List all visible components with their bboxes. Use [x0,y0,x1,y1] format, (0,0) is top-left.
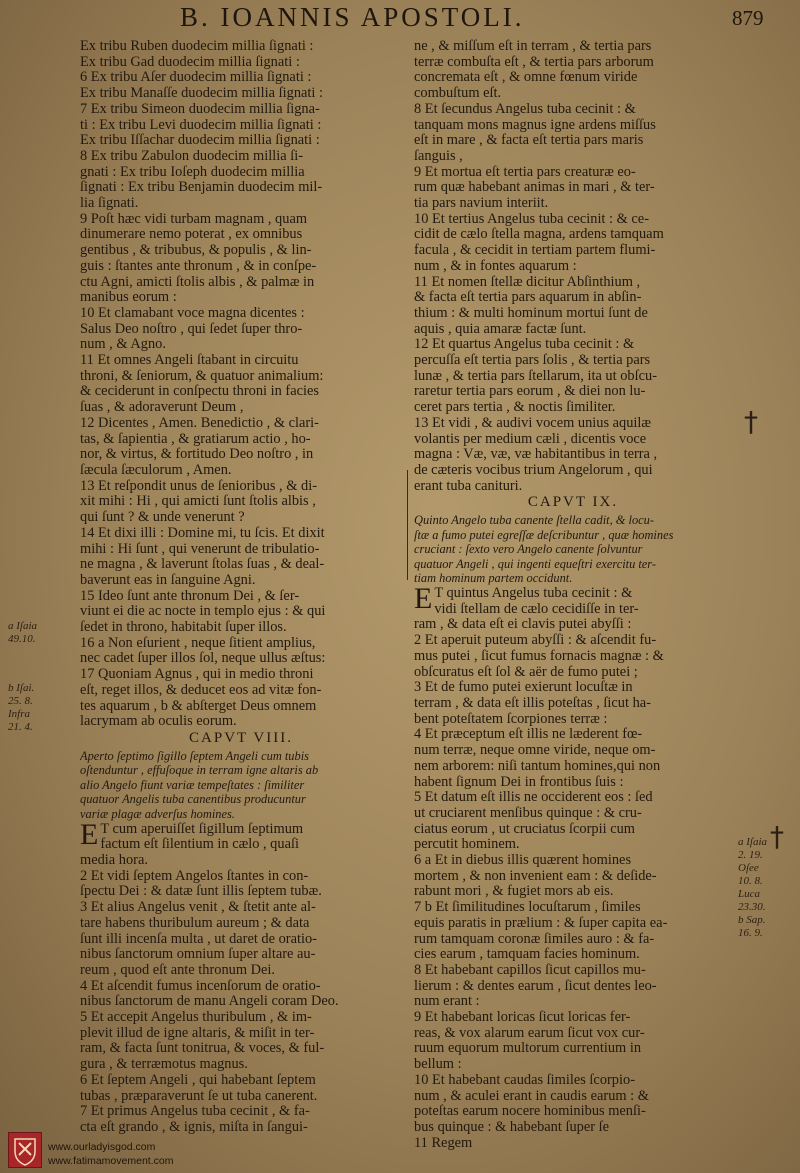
column-divider-rule [407,470,408,580]
text-line: 4 Et præceptum eſt illis ne læderent fœ- [414,727,643,743]
summary-line: Quinto Angelo tuba canente ſtella cadit, & locu- [414,513,654,528]
text-line: qui ſunt ? & unde venerunt ? [80,510,245,526]
text-line: equis paratis in prælium : & ſuper capita ea- [414,915,668,931]
text-line: 10 Et habebant caudas ſimiles ſcorpio- [414,1072,635,1088]
text-line: T cum aperuiſſet ſigillum ſeptimum [100,821,304,837]
text-line: num , & in fontes aquarum : [414,258,577,274]
text-line: terram , & data eſt illis poteſtas , ſicut ha- [414,695,651,711]
margin-note-line: 23.30. [738,901,766,913]
text-line: baverunt eas in ſanguine Agni. [80,572,256,588]
left-text-after [80,817,402,1136]
text-line: gura , & terræmotus magnus. [80,1057,248,1073]
text-line: terræ combuſta eſt , & tertia pars arborum [414,54,654,70]
text-line: 6 Et ſeptem Angeli , qui habebant ſeptem [80,1072,316,1088]
text-line: mus putei , ſicut fumus fornacis magnæ : & [414,648,664,664]
margin-note-line: 2. 19. [738,849,763,861]
text-line: ti : Ex tribu Levi duodecim millia ſignati : [80,117,322,133]
summary-line: quatuor Angeli , qui ingenti equeſtri exercitu ter- [414,556,657,571]
text-line: volantis per medium cæli , dicentis voce [414,431,647,447]
chapter-summary-ix [414,513,732,586]
text-line: 2 Et vidi ſeptem Angelos ſtantes in con- [80,868,309,884]
chapter-heading-viii: CAPVT VIII. [189,729,293,746]
text-line: ne magna , & laverunt ſtolas ſuas , & deal- [80,557,325,573]
margin-note-left-a [8,620,37,646]
text-line: ne , & miſſum eſt in terram , & tertia pars [414,39,652,54]
text-line: & ceciderunt in conſpectu throni in facies [80,384,319,400]
text-line: tes aquarum , b & abſterget Deus omnem [80,698,317,714]
margin-note-line: b Iſai. [8,682,35,694]
text-line: nibus ſanctorum omnium ſuper altare au- [80,947,316,963]
dropcap-e: E [80,817,99,851]
chapter-opening-viii [80,817,402,1136]
text-line: ceret pars tertia , & noctis ſimiliter. [414,400,616,416]
text-line: poteſtas earum nocere hominibus menſi- [414,1104,646,1120]
text-line: tanquam mons magnus igne ardens miſſus [414,117,656,133]
text-line: Ex tribu Manaſſe duodecim millia ſignati : [80,86,323,102]
text-line: Ex tribu Ruben duodecim millia ſignati : [80,39,314,54]
right-column [414,39,732,1151]
footer-url-2[interactable]: www.fatimamovement.com [48,1155,174,1167]
text-line: concremata eſt , & omne fœnum viride [414,70,638,86]
text-line: vidi ſtellam de cælo cecidiſſe in ter- [434,601,639,617]
text-line: 11 Regem [414,1135,473,1151]
text-line: dinumerare nemo poterat , ex omnibus [80,227,303,243]
summary-line: oſtenduntur , effuſoque in terram igne altaris ab [80,763,319,778]
margin-note-line: Luca [738,888,760,900]
text-line: lierum : & dentes earum , ſicut dentes leo- [414,978,657,994]
summary-line: quatuor Angelis tuba canentibus producuntur [80,792,306,807]
running-head: B. IOANNIS APOSTOLI. [180,2,525,32]
text-line: ſanguis , [414,148,463,164]
text-line: 9 Poſt hæc vidi turbam magnam , quam [80,211,308,227]
margin-note-line: a Iſaia [8,620,38,632]
text-line: eſt, reget illos, & deducet eos ad vitæ fon- [80,682,322,698]
text-line: nem arborem: niſi tantum homines,qui non [414,758,661,774]
text-line: lacrymam ab oculis eorum. [80,714,237,730]
text-line: habent ſignum Dei in frontibus ſuis : [414,774,624,790]
text-line: 10 Et tertius Angelus tuba cecinit : & ce- [414,211,649,227]
text-line: ſunt illi incenſa multa , ut daret de oratio- [80,931,317,947]
text-line: ſignati : Ex tribu Benjamin duodecim mil- [80,180,323,196]
text-line: de cæteris vocibus trium Angelorum , qui [414,462,653,478]
text-line: guis : ſtantes ante thronum , & in conſpe- [80,258,317,274]
margin-note-line: 25. 8. [8,695,33,707]
chapter-opening-ix [414,582,732,1151]
text-line: num erant : [414,994,480,1010]
text-line: 13 Et vidi , & audivi vocem unius aquilæ [414,415,652,431]
text-line: 13 Et reſpondit unus de ſenioribus , & di- [80,478,318,494]
text-line: bus quinque : & habebant ſuper ſe [414,1119,610,1135]
text-line: ciatus eorum , ut cruciatus ſcorpii cum [414,821,635,837]
text-line: eſt in mare , & facta eſt tertia pars maris [414,133,644,149]
text-line: 5 Et accepit Angelus thuribulum , & im- [80,1010,312,1026]
text-line: 16 a Non eſurient , neque ſitient amplius, [80,635,316,651]
text-line: viunt ei die ac nocte in templo ejus : & qui [80,604,326,620]
text-line: tas, & ſapientia , & gratiarum actio , ho- [80,431,311,447]
text-line: num terræ, neque omne viride, neque om- [414,743,656,759]
left-text-lines [80,39,402,730]
page-number: 879 [732,6,764,30]
text-line: 8 Et habebant capillos ſicut capillos mu- [414,962,646,978]
handwritten-cross-mark-2: † [770,820,784,853]
footer-urls [48,1140,173,1168]
text-line: 11 Et nomen ſtellæ dicitur Abſinthium , [414,274,641,290]
text-line: throni, & ſeniorum, & quatuor animalium: [80,368,324,384]
text-line: aquis , quia amaræ factæ ſunt. [414,321,587,337]
text-line: manibus eorum : [80,290,177,306]
text-line: tare habens thuribulum aureum ; & data [80,915,310,931]
text-line: 8 Ex tribu Zabulon duodecim millia ſi- [80,148,304,164]
text-line: bent poteſtatem ſcorpiones terræ : [414,711,608,727]
text-line: reum , quod eſt ante thronum Dei. [80,962,276,978]
margin-note-line: 21. 4. [8,721,33,733]
text-line: Ex tribu Gad duodecim millia ſignati : [80,54,300,70]
coat-of-arms-icon [8,1132,42,1168]
text-line: ſæcula ſæculorum , Amen. [80,462,232,478]
margin-note-line: Infra [8,708,30,720]
text-line: nibus ſanctorum de manu Angeli coram Deo. [80,994,339,1010]
text-line: 3 Et alius Angelus venit , & ſtetit ante al- [80,900,316,916]
text-line: 9 Et mortua eſt tertia pars creaturæ eo- [414,164,636,180]
text-line: xit mihi : Hi , qui amicti ſunt ſtolis albis , [80,494,316,510]
text-line: combuſtum eſt. [414,86,502,102]
text-line: Salus Deo noſtro , qui ſedet ſuper thro- [80,321,303,337]
text-line: 12 Dicentes , Amen. Benedictio , & clari- [80,415,319,431]
text-line: factum eſt ſilentium in cælo , quaſi [100,837,299,853]
text-line: 7 b Et ſimilitudines locuſtarum , ſimiles [414,900,641,916]
text-line: mihi : Hi ſunt , qui venerunt de tribulatio- [80,541,320,557]
text-line: & facta eſt tertia pars aquarum in abſin- [414,290,642,306]
text-line: ruum equorum multorum currentium in [414,1041,642,1057]
text-line: percuſſa eſt tertia pars ſolis , & tertia pars [414,353,651,369]
text-line: cidit de cælo ſtella magna, ardens tamquam [414,227,664,243]
text-line: ut cruciarent menſibus quinque : & cru- [414,805,642,821]
right-text-after [414,582,732,1151]
text-line: 5 Et datum eſt illis ne occiderent eos : ſed [414,790,653,806]
text-line: 7 Et primus Angelus tuba cecinit , & fa- [80,1104,310,1120]
dropcap-e-2: E [414,582,433,616]
text-line: num , & Agno. [80,337,166,353]
text-line: num , & aculei erant in caudis earum : & [414,1088,649,1104]
text-line: erant tuba canituri. [414,478,523,494]
text-line: magna : Væ, væ, væ habitantibus in terra , [414,447,658,463]
text-line: 14 Et dixi illi : Domine mi, tu ſcis. Et dixit [80,525,325,541]
text-line: 6 a Et in diebus illis quærent homines [414,853,632,869]
text-line: 3 Et de fumo putei exierunt locuſtæ in [414,680,633,696]
text-line: media hora. [80,853,148,869]
margin-note-line: 16. 9. [738,927,763,939]
text-line: gnati : Ex tribu Ioſeph duodecim millia [80,164,305,180]
summary-line: alio Angelo fiunt variæ tempeſtates : ſimiliter [80,777,305,792]
text-line: percutit hominem. [414,837,520,853]
summary-line: Aperto ſeptimo ſigillo ſeptem Angeli cum tubis [80,748,309,763]
footer-url-1[interactable]: www.ourladyisgod.com [48,1141,156,1153]
text-line: ſpectu Dei : & datæ ſunt illis ſeptem tubæ. [80,884,322,900]
text-line: 2 Et aperuit puteum abyſſi : & aſcendit fu- [414,633,657,649]
text-line: 4 Et aſcendit fumus incenſorum de oratio- [80,978,321,994]
text-line: thium : & multi hominum mortui ſunt de [414,305,648,321]
text-line: bellum : [414,1057,462,1073]
margin-note-line: b Sap. [738,914,766,926]
summary-line: ſtæ a fumo putei egreſſæ deſcribuntur , quæ homines [414,527,674,542]
text-line: plevit illud de igne altaris, & miſit in ter- [80,1025,315,1041]
text-line: raretur tertia pars eorum , & diei non lu- [414,384,646,400]
text-line: ram, & facta ſunt tonitrua, & voces, & ful- [80,1041,325,1057]
margin-note-line: 10. 8. [738,875,763,887]
text-line: 11 Et omnes Angeli ſtabant in circuitu [80,353,299,369]
chapter-heading-ix: CAPVT IX. [527,494,619,511]
text-line: obſcuratus eſt ſol & aër de fumo putei ; [414,664,638,680]
summary-line: cruciant : ſexto vero Angelo canente ſolvuntur [414,542,643,557]
text-line: nec cadet ſuper illos ſol, neque ullus æſtus: [80,651,326,667]
margin-note-left-b [8,682,34,734]
text-line: T quintus Angelus tuba cecinit : & [434,586,633,602]
text-line: rum quæ habebant animas in mari , & ter- [414,180,655,196]
text-line: cta eſt grando , & ignis, miſta in ſangui- [80,1119,308,1135]
text-line: Ex tribu Iſſachar duodecim millia ſignati : [80,133,320,149]
text-line: 10 Et clamabant voce magna dicentes : [80,305,305,321]
margin-note-line: a Iſaia [738,836,768,848]
text-line: gentibus , & tribubus, & populis , & lin- [80,243,312,259]
chapter-summary-viii [80,749,402,822]
text-line: ſedet in throno, habitabit ſuper illos. [80,620,287,636]
text-line: facula , & cecidit in tertiam partem flumi- [414,243,656,259]
text-line: lia ſignati. [80,196,139,212]
text-line: mortem , & non invenient eam : & deſide- [414,868,657,884]
text-line: 6 Ex tribu Aſer duodecim millia ſignati : [80,70,312,86]
margin-note-line: 49.10. [8,633,36,645]
text-line: cies earum , tamquam facies hominum. [414,947,640,963]
text-line: ſuas , & adoraverunt Deum , [80,400,244,416]
text-line: 7 Ex tribu Simeon duodecim millia ſigna- [80,101,320,117]
text-line: 12 Et quartus Angelus tuba cecinit : & [414,337,635,353]
footer [0,1128,240,1173]
summary-line: tiam hominum partem occidunt. [414,571,573,586]
text-line: nor, & virtus, & fortitudo Deo noſtro , in [80,447,314,463]
text-line: 17 Quoniam Agnus , qui in medio throni [80,667,314,683]
text-line: lunæ , & tertia pars ſtellarum, ita ut obſcu- [414,368,657,384]
right-text-lines [414,39,732,494]
summary-line: variæ plagæ adverſus homines. [80,807,235,822]
text-line: 8 Et ſecundus Angelus tuba cecinit : & [414,101,636,117]
margin-note-right-a [738,836,767,940]
text-line: rum tamquam coronæ ſimiles auro : & fa- [414,931,655,947]
text-line: tia pars navium interiit. [414,196,549,212]
text-line: ctu Agni, amicti ſtolis albis , & palmæ in [80,274,315,290]
margin-note-line: Oſee [738,862,759,874]
text-line: 9 Et habebant loricas ſicut loricas fer- [414,1010,631,1026]
text-line: reas, & vox alarum earum ſicut vox cur- [414,1025,645,1041]
text-line: ram , & data eſt ei clavis putei abyſſi : [414,617,632,633]
text-line: 15 Ideo ſunt ante thronum Dei , & ſer- [80,588,300,604]
left-column [80,39,402,1136]
text-line: tubas , præparaverunt ſe ut tuba canerent. [80,1088,318,1104]
text-line: rabunt mori , & fugiet mors ab eis. [414,884,614,900]
handwritten-cross-mark: † [744,405,758,438]
